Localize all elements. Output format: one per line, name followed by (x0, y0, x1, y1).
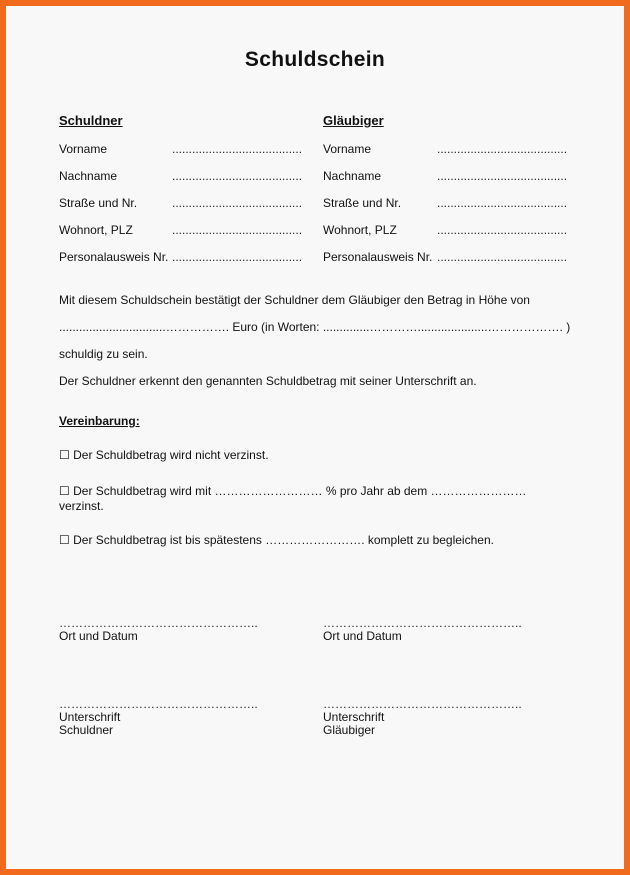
debtor-lastname-label: Nachname (59, 169, 118, 183)
place-date-label-right: Ort und Datum (323, 629, 402, 643)
debtor-lastname-field[interactable]: ....................................... (172, 169, 303, 183)
debtor-firstname-label: Vorname (59, 142, 108, 156)
debtor-street-field[interactable]: ....................................... (172, 196, 303, 210)
agreement-option-1-text: Der Schuldbetrag wird nicht verzinst. (73, 448, 269, 462)
debtor-city-field[interactable]: ....................................... (172, 223, 303, 237)
creditor-city-field[interactable]: ....................................... (437, 223, 568, 237)
document-page (6, 6, 624, 869)
checkbox-icon[interactable]: ☐ (59, 484, 70, 498)
creditor-id-field[interactable]: ....................................... (437, 250, 568, 264)
agreement-option-2-text: Der Schuldbetrag wird mit ……………………… % pro Jahr ab dem …………………… (73, 484, 527, 498)
checkbox-icon[interactable]: ☐ (59, 533, 70, 547)
debtor-city-label: Wohnort, PLZ (59, 223, 133, 237)
creditor-heading: Gläubiger (323, 113, 384, 128)
creditor-city-label: Wohnort, PLZ (323, 223, 397, 237)
debtor-heading: Schuldner (59, 113, 123, 128)
place-date-line-left[interactable]: ………………………………………….. (59, 616, 258, 630)
body-line-4: Der Schuldner erkennt den genannten Schuldbetrag mit seiner Unterschrift an. (59, 374, 477, 388)
creditor-street-field[interactable]: ....................................... (437, 196, 568, 210)
signature-label-left-2: Schuldner (59, 723, 114, 737)
debtor-id-label: Personalausweis Nr. (59, 250, 169, 264)
debtor-id-field[interactable]: ....................................... (172, 250, 303, 264)
signature-label-right-1: Unterschrift (323, 710, 385, 724)
signature-line-left[interactable]: ………………………………………….. (59, 697, 258, 711)
creditor-firstname-label: Vorname (323, 142, 372, 156)
body-line-1: Mit diesem Schuldschein bestätigt der Schuldner dem Gläubiger den Betrag in Höhe von (59, 293, 530, 307)
place-date-label-left: Ort und Datum (59, 629, 138, 643)
signature-label-left-1: Unterschrift (59, 710, 121, 724)
debtor-firstname-field[interactable]: ....................................... (172, 142, 303, 156)
agreement-option-1 (59, 448, 269, 462)
amount-line[interactable]: ................................……………. Euro (in Worten: ..............………….....................………………. ) (59, 320, 571, 334)
document-title: Schuldschein (244, 48, 386, 71)
signature-line-right[interactable]: ………………………………………….. (323, 697, 522, 711)
checkbox-icon[interactable]: ☐ (59, 448, 70, 462)
creditor-street-label: Straße und Nr. (323, 196, 402, 210)
debtor-street-label: Straße und Nr. (59, 196, 138, 210)
creditor-lastname-field[interactable]: ....................................... (437, 169, 568, 183)
creditor-firstname-field[interactable]: ....................................... (437, 142, 568, 156)
signature-label-right-2: Gläubiger (323, 723, 376, 737)
agreement-option-3-text: Der Schuldbetrag ist bis spätestens ……………………. komplett zu begleichen. (73, 533, 494, 547)
creditor-id-label: Personalausweis Nr. (323, 250, 433, 264)
creditor-lastname-label: Nachname (323, 169, 382, 183)
agreement-option-3 (59, 533, 494, 547)
agreement-heading: Vereinbarung: (59, 414, 140, 428)
body-line-3: schuldig zu sein. (59, 347, 148, 361)
place-date-line-right[interactable]: ………………………………………….. (323, 616, 522, 630)
agreement-option-2-text-cont: verzinst. (59, 499, 104, 513)
agreement-option-2 (59, 484, 527, 498)
